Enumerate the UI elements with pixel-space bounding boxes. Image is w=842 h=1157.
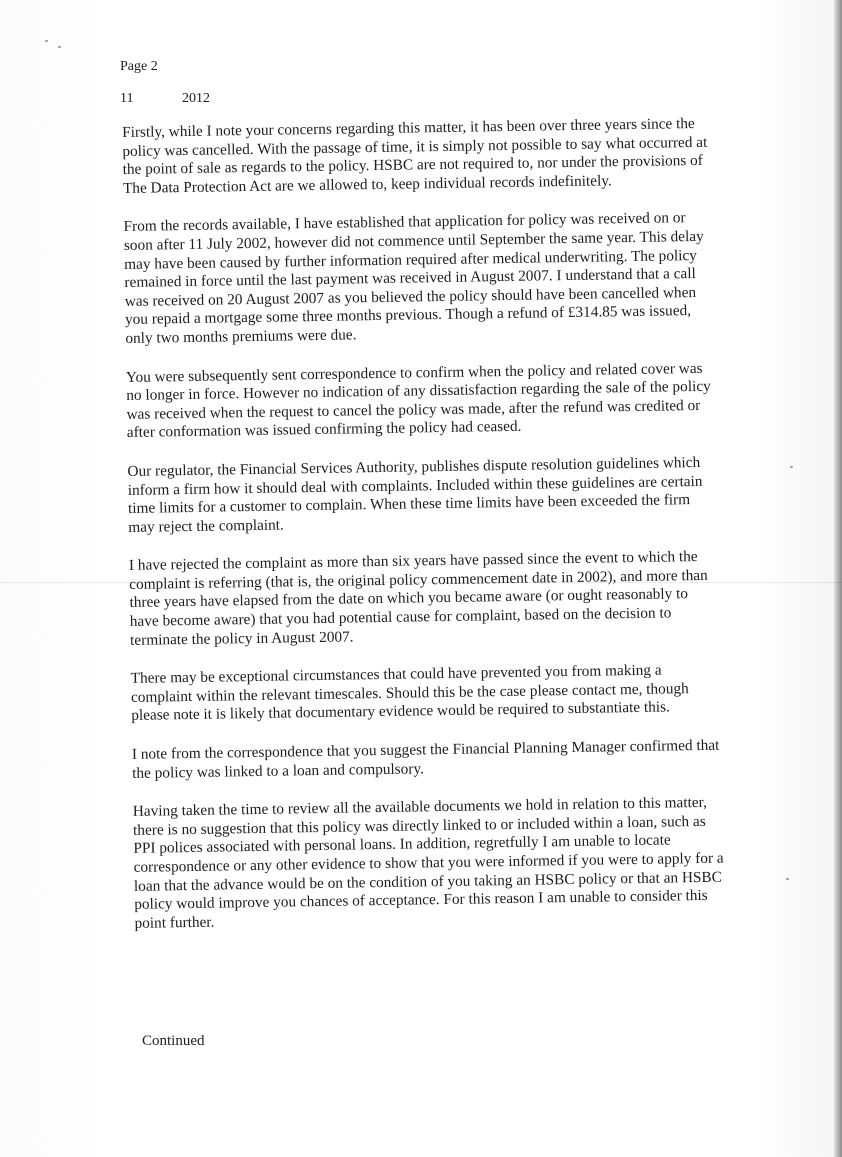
paragraph-policy-cancelled: Firstly, while I note your concerns regarding this matter, it has been over three years since the policy was cancelled. With the passage of time, it is simply not possible to say what occurred at the point of sale as regards to the policy. HSBC are not required to, nor under the provisions of The Data Protection Act are we allowed to, keep individual records indefinitely. [122,115,708,197]
letter-body [122,115,725,954]
paragraph-regulator-guidelines: Our regulator, the Financial Services Authority, publishes dispute resolution guidelines which inform a firm how it should deal with complaints. Included within these guidelines are certain time limits for a customer to complain. When these time limits have been exceeded the firm may reject the complaint. [127,453,703,536]
date-year: 2012 [182,91,210,106]
paragraph-loan-linked: I note from the correspondence that you suggest the Financial Planning Manager confirmed that the policy was linked to a loan and compulsory. [131,736,720,782]
letter-date [120,90,210,108]
paragraph-exceptional-circumstances: There may be exceptional circumstances that could have prevented you from making a complaint within the relevant timescales. Should this be the case please contact me, though please note it is likely that documentary evidence would be required to substantiate this. [130,661,689,725]
paragraph-records-available: From the records available, I have established that application for policy was received on or soon after 11 July 2002, however did not commence until September the same year. This delay may have been caused by further information required after medical underwriting. The policy remained in force until the last payment was received in August 2007. I understand that a call was received on 20 August 2007 as you believed the policy should have been cancelled when you repaid a mortgage some three months previous. Though a refund of £314.85 was issued, only two months premiums were due. [123,209,704,347]
scan-shadow-edge [834,0,842,1157]
continued-label: Continued [142,1033,205,1049]
scan-speck [45,40,48,42]
date-day: 11 [120,91,134,106]
paragraph-complaint-rejected: I have rejected the complaint as more than six years have passed since the event to which the complaint is referring (that is, the original policy commencement date in 2002), and more than three years have elapsed from the date on which you became aware (or ought reasonably to have become aware) that you had potential cause for complaint, based on the decision to terminate the policy in August 2007. [128,548,708,649]
paragraph-correspondence-sent: You were subsequently sent correspondence to confirm when the policy and related cover was no longer in force. However no indication of any dissatisfaction regarding the sale of the policy was received when the request to cancel the policy was made, after the refund was credited or after conformation was issued confirming the policy had ceased. [125,359,711,442]
page-number: Page 2 [120,59,158,74]
scan-speck [786,878,789,880]
scan-speck [58,46,61,48]
paragraph-document-review: Having taken the time to review all the available documents we hold in relation to this matter, there is no suggestion that this policy was directly linked to or included within a loan, such as PPI polices associated with personal loans. In addition, regretfully I am unable to locate correspondence or any other evidence to show that you were informed if you were to apply for a loan that the advance would be on the condition of you taking an HSBC policy or that an HSBC policy would improve you chances of acceptance. For this reason I am unable to consider this point further. [132,794,724,932]
letter-header [120,58,210,108]
scan-speck [790,466,793,468]
